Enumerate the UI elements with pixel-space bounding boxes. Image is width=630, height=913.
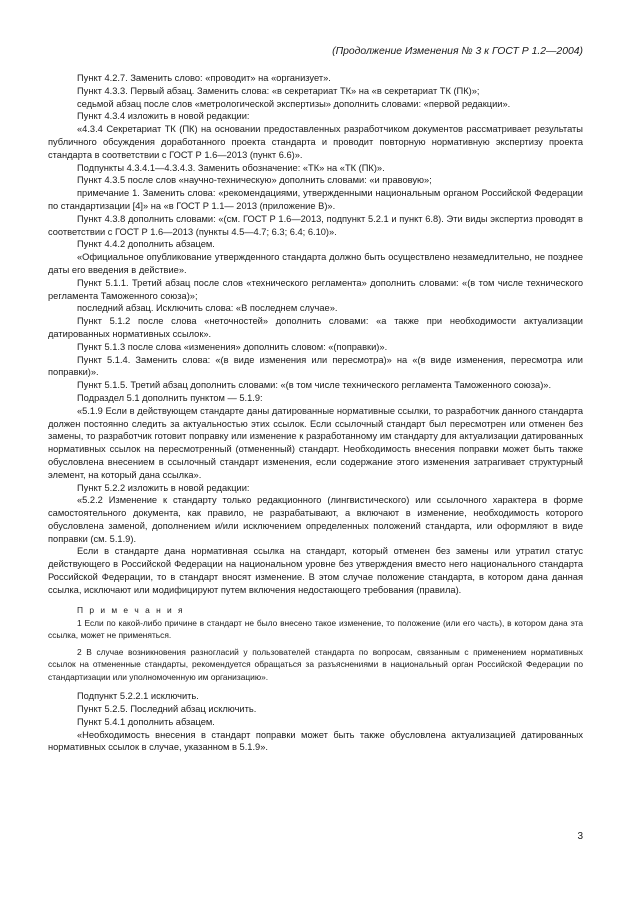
document-body — [48, 72, 583, 754]
paragraph: седьмой абзац после слов «метрологической экспертизы» дополнить словами: «первой редакции». — [77, 98, 511, 109]
paragraph: последний абзац. Исключить слова: «В последнем случае». — [77, 303, 338, 314]
paragraph: Подраздел 5.1 дополнить пунктом — 5.1.9: — [77, 392, 263, 403]
paragraphs-after-notes — [48, 690, 583, 754]
paragraph: Пункт 4.3.4 изложить в новой редакции: — [77, 111, 250, 122]
paragraph: Пункт 4.3.5 после слов «научно-техническую» дополнить словами: «и правовую»; — [77, 175, 432, 186]
notes-block — [48, 604, 583, 683]
paragraph: Подпункт 5.2.2.1 исключить. — [77, 691, 199, 702]
paragraph: «5.1.9 Если в действующем стандарте даны датированные нормативные ссылки, то разработчик данного стандарта должен постоянно следить за актуальностью этих ссылок. Если ссылочный стандарт был пересмотрен или отменен без замены, то разработчик готовит поправку или изменение к разработанному им стандарту для актуализации датированных нормативных ссылок на пересмотренный (отмененный) стандарт. Необходимость внесения поправки может быть также обусловлена внесением в ссылочный стандарт изменения, если содержание этого изменения затрагивает структурный элемент, на который дана ссылка». — [48, 405, 583, 480]
paragraph: Если в стандарте дана нормативная ссылка на стандарт, который отменен без замены или утратил статус действующего в Российской Федерации на национальном уровне без утверждения вместо него национального стандарта Российской Федерации, то в стандарт вносят изменение. В этом случае положение стандарта, в котором дана данная ссылка, исключают или модифицируют путем включения недостающего требования (правила). — [48, 546, 583, 595]
note-item: 2 В случае возникновения разногласий у пользователей стандарта по вопросам, связанным с применением нормативных ссылок на отмененные стандарты, рекомендуется обращаться за разъяснениями в национальный орган Российской Федерации по стандартизации или уполномоченную им организацию». — [48, 646, 583, 682]
paragraph: Пункт 4.3.8 дополнить словами: «(см. ГОСТ Р 1.6—2013, подпункт 5.2.1 и пункт 6.8). Эти виды экспертиз проводят в соответствии с ГОСТ Р 1.6—2013 (пункты 4.5—4.7; 6.3; 6.4; 6.10)». — [48, 213, 583, 237]
paragraph: Пункт 5.1.2 после слова «неточностей» дополнить словами: «а также при необходимости актуализации датированных нормативных ссылок». — [48, 316, 583, 339]
page-number: 3 — [577, 831, 583, 842]
paragraph: Пункт 5.2.5. Последний абзац исключить. — [77, 703, 257, 714]
paragraph: Пункт 5.1.3 после слова «изменения» дополнить словом: «(поправки)». — [77, 341, 388, 352]
paragraph: Подпункты 4.3.4.1—4.3.4.3. Заменить обозначение: «ТК» на «ТК (ПК)». — [77, 162, 385, 173]
paragraph: Пункт 5.4.1 дополнить абзацем. — [77, 716, 215, 727]
paragraph: Пункт 4.4.2 дополнить абзацем. — [77, 239, 215, 250]
paragraph: Пункт 4.2.7. Заменить слово: «проводит» на «организует». — [77, 73, 331, 83]
paragraph: «4.3.4 Секретариат ТК (ПК) на основании предоставленных разработчиком документов рассматривает результаты публичного обсуждения доработанного проекта стандарта и проводит повторную нормативную экспертизу проекта стандарта в соответствии с ГОСТ Р 1.6—2013 (пункт 6.6)». — [48, 124, 583, 160]
paragraph: «Официальное опубликование утвержденного стандарта должно быть осуществлено незамедлительно, не позднее даты его введения в действие». — [48, 252, 583, 275]
paragraph: Пункт 5.2.2 изложить в новой редакции: — [77, 482, 250, 493]
paragraph: Пункт 5.1.1. Третий абзац после слов «технического регламента» дополнить словами: «(в том числе технического регламента Таможенного союза)»; — [48, 277, 583, 301]
paragraph: Пункт 4.3.3. Первый абзац. Заменить слова: «в секретариат ТК» на «в секретариат ТК (ПК)»; — [77, 85, 480, 96]
paragraphs-before-notes — [48, 72, 583, 597]
paragraph: «5.2.2 Изменение к стандарту только редакционного (лингвистического) или ссылочного характера в форме самостоятельного документа, как правило, не разрабатывают, а включают в изменение, необходимость которого обусловлена заменой, дополнением и/или исключением определенных положений стандарта, или оформляют в виде поправки (см. 5.1.9). — [48, 495, 583, 544]
paragraph: «Необходимость внесения в стандарт поправки может быть также обусловлена актуализацией датированных нормативных ссылок в случае, указанном в 5.1.9». — [48, 729, 583, 753]
paragraph: Пункт 5.1.5. Третий абзац дополнить словами: «(в том числе технического регламента Таможенного союза)». — [77, 380, 552, 391]
note-item: 1 Если по какой-либо причине в стандарт не было внесено такое изменение, то положение (или его часть), в котором дана эта ссылка, может не применяться. — [48, 618, 583, 641]
paragraph: примечание 1. Заменить слова: «рекомендациями, утвержденными национальным органом Российской Федерации по стандартизации [4]» на «в ГОСТ Р 1.1— 2013 (приложение В)». — [48, 188, 583, 211]
paragraph: Пункт 5.1.4. Заменить слова: «(в виде изменения или пересмотра)» на «(в виде изменения, пересмотра или поправки)». — [48, 354, 583, 378]
running-header: (Продолжение Изменения № 3 к ГОСТ Р 1.2—2004) — [332, 46, 583, 57]
notes-title: П р и м е ч а н и я — [77, 604, 185, 615]
